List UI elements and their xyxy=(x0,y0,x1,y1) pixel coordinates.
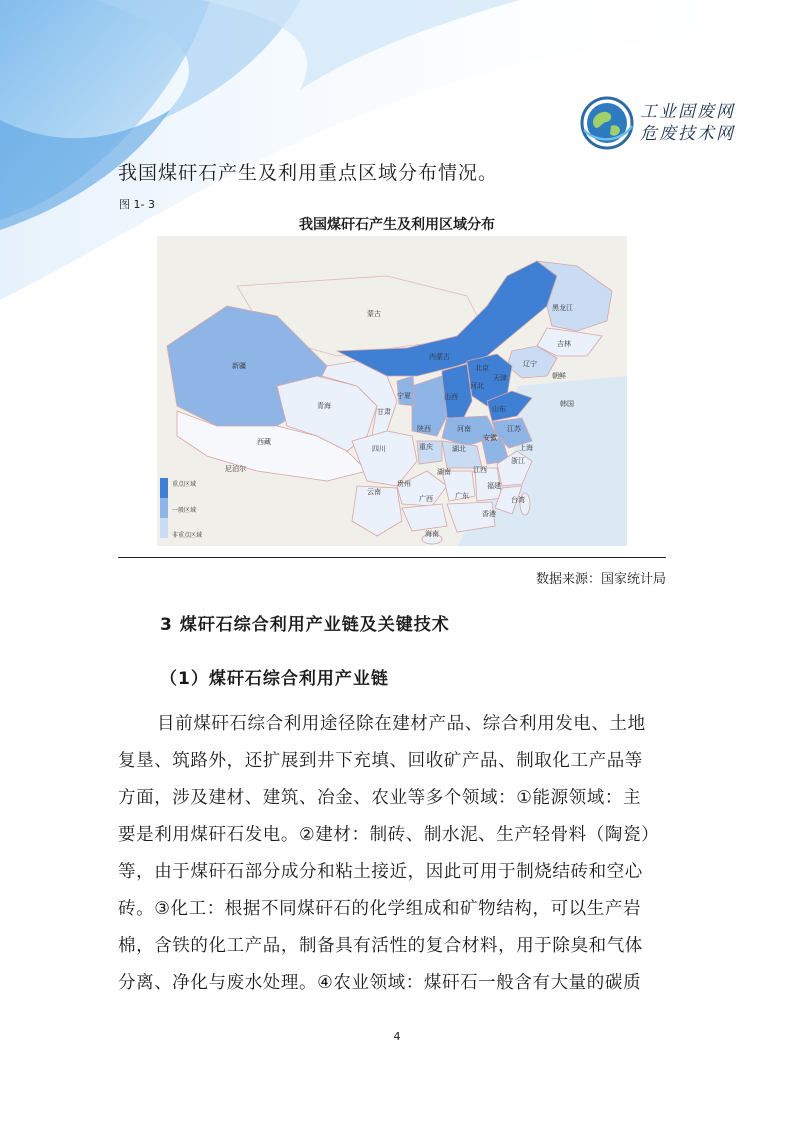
label-jilin: 吉林 xyxy=(557,340,571,348)
subsection-heading: （1）煤矸石综合利用产业链 xyxy=(160,669,389,689)
label-shandong: 山东 xyxy=(492,405,506,413)
globe-icon xyxy=(580,96,634,150)
china-region-map xyxy=(157,236,627,546)
figure-label: 图 1- 3 xyxy=(119,198,155,211)
paragraph-line: 分离、净化与废水处理。④农业领域：煤矸石一般含有大量的碳质 xyxy=(118,973,642,993)
region-sichuan xyxy=(352,431,417,486)
label-nepal: 尼泊尔 xyxy=(225,465,246,473)
label-tianjin: 天津 xyxy=(493,374,507,382)
legend-general: 一般区域 xyxy=(172,507,197,514)
map-legend xyxy=(160,478,202,539)
label-hainan: 海南 xyxy=(425,530,439,538)
label-liaoning: 辽宁 xyxy=(523,360,537,368)
logo-text xyxy=(640,101,735,145)
paragraph-line: 等，由于煤矸石部分成分和粘土接近，因此可用于制烧结砖和空心 xyxy=(118,862,643,882)
label-xinjiang: 新疆 xyxy=(232,362,246,370)
logo-line-2: 危废技术网 xyxy=(640,124,735,144)
region-ningxia xyxy=(397,376,415,406)
data-source: 数据来源：国家统计局 xyxy=(535,572,666,587)
label-guangdong: 广东 xyxy=(455,492,469,500)
label-heilongjiang: 黑龙江 xyxy=(552,304,573,312)
label-south-korea: 韩国 xyxy=(560,400,574,408)
label-zhejiang: 浙江 xyxy=(511,457,525,465)
figure-divider xyxy=(118,557,666,558)
label-hunan: 湖南 xyxy=(437,468,451,476)
legend-non-key: 非重点区域 xyxy=(172,532,203,539)
label-sichuan: 四川 xyxy=(372,445,386,453)
page-number: 4 xyxy=(393,1030,401,1043)
section-heading: 3 煤矸石综合利用产业链及关键技术 xyxy=(160,615,450,635)
label-beijing: 北京 xyxy=(475,364,489,372)
label-xizang: 西藏 xyxy=(257,438,271,446)
label-neimenggu: 内蒙古 xyxy=(429,353,450,361)
label-shanghai: 上海 xyxy=(519,444,533,452)
legend-key: 重点区域 xyxy=(172,481,197,488)
label-fujian: 福建 xyxy=(487,482,501,490)
paragraph-line: 方面，涉及建材、建筑、冶金、农业等多个领域：①能源领域：主 xyxy=(118,788,642,808)
label-chongqing: 重庆 xyxy=(419,443,433,451)
region-guangxi xyxy=(402,504,447,531)
paragraph-line: 棉，含铁的化工产品，制备具有活性的复合材料，用于除臭和气体 xyxy=(118,936,643,956)
label-taiwan: 台湾 xyxy=(511,496,525,504)
label-yunnan: 云南 xyxy=(367,488,381,496)
label-hubei: 湖北 xyxy=(452,445,466,453)
label-guizhou: 贵州 xyxy=(397,480,411,488)
label-shaanxi: 陕西 xyxy=(417,425,431,433)
paragraph-line: 要是利用煤矸石发电。②建材：制砖、制水泥、生产轻骨料（陶瓷） xyxy=(118,825,660,845)
label-ningxia: 宁夏 xyxy=(397,392,411,400)
paragraph-line: 目前煤矸石综合利用途径除在建材产品、综合利用发电、土地 xyxy=(157,714,646,734)
paragraph-line: 砖。③化工：根据不同煤矸石的化学组成和矿物结构，可以生产岩 xyxy=(118,899,642,919)
label-jiangsu: 江苏 xyxy=(507,425,521,433)
logo-line-1: 工业固废网 xyxy=(640,102,735,122)
label-xianggang: 香港 xyxy=(482,510,496,518)
paragraph-line: 复垦、筑路外，还扩展到井下充填、回收矿产品、制取化工产品等 xyxy=(118,751,643,771)
label-henan: 河南 xyxy=(457,425,471,433)
label-qinghai: 青海 xyxy=(317,402,331,410)
label-anhui: 安徽 xyxy=(483,434,497,442)
intro-text: 我国煤矸石产生及利用重点区域分布情况。 xyxy=(118,162,499,184)
label-north-korea: 朝鲜 xyxy=(552,372,566,380)
label-hebei: 河北 xyxy=(470,382,484,390)
label-gansu: 甘肃 xyxy=(377,408,391,416)
site-logo xyxy=(580,96,735,150)
label-guangxi: 广西 xyxy=(419,495,433,503)
label-shanxi: 山西 xyxy=(444,393,458,401)
label-mongolia: 蒙古 xyxy=(367,310,381,318)
label-jiangxi: 江西 xyxy=(473,466,487,474)
figure-title: 我国煤矸石产生及利用区域分布 xyxy=(299,217,495,233)
